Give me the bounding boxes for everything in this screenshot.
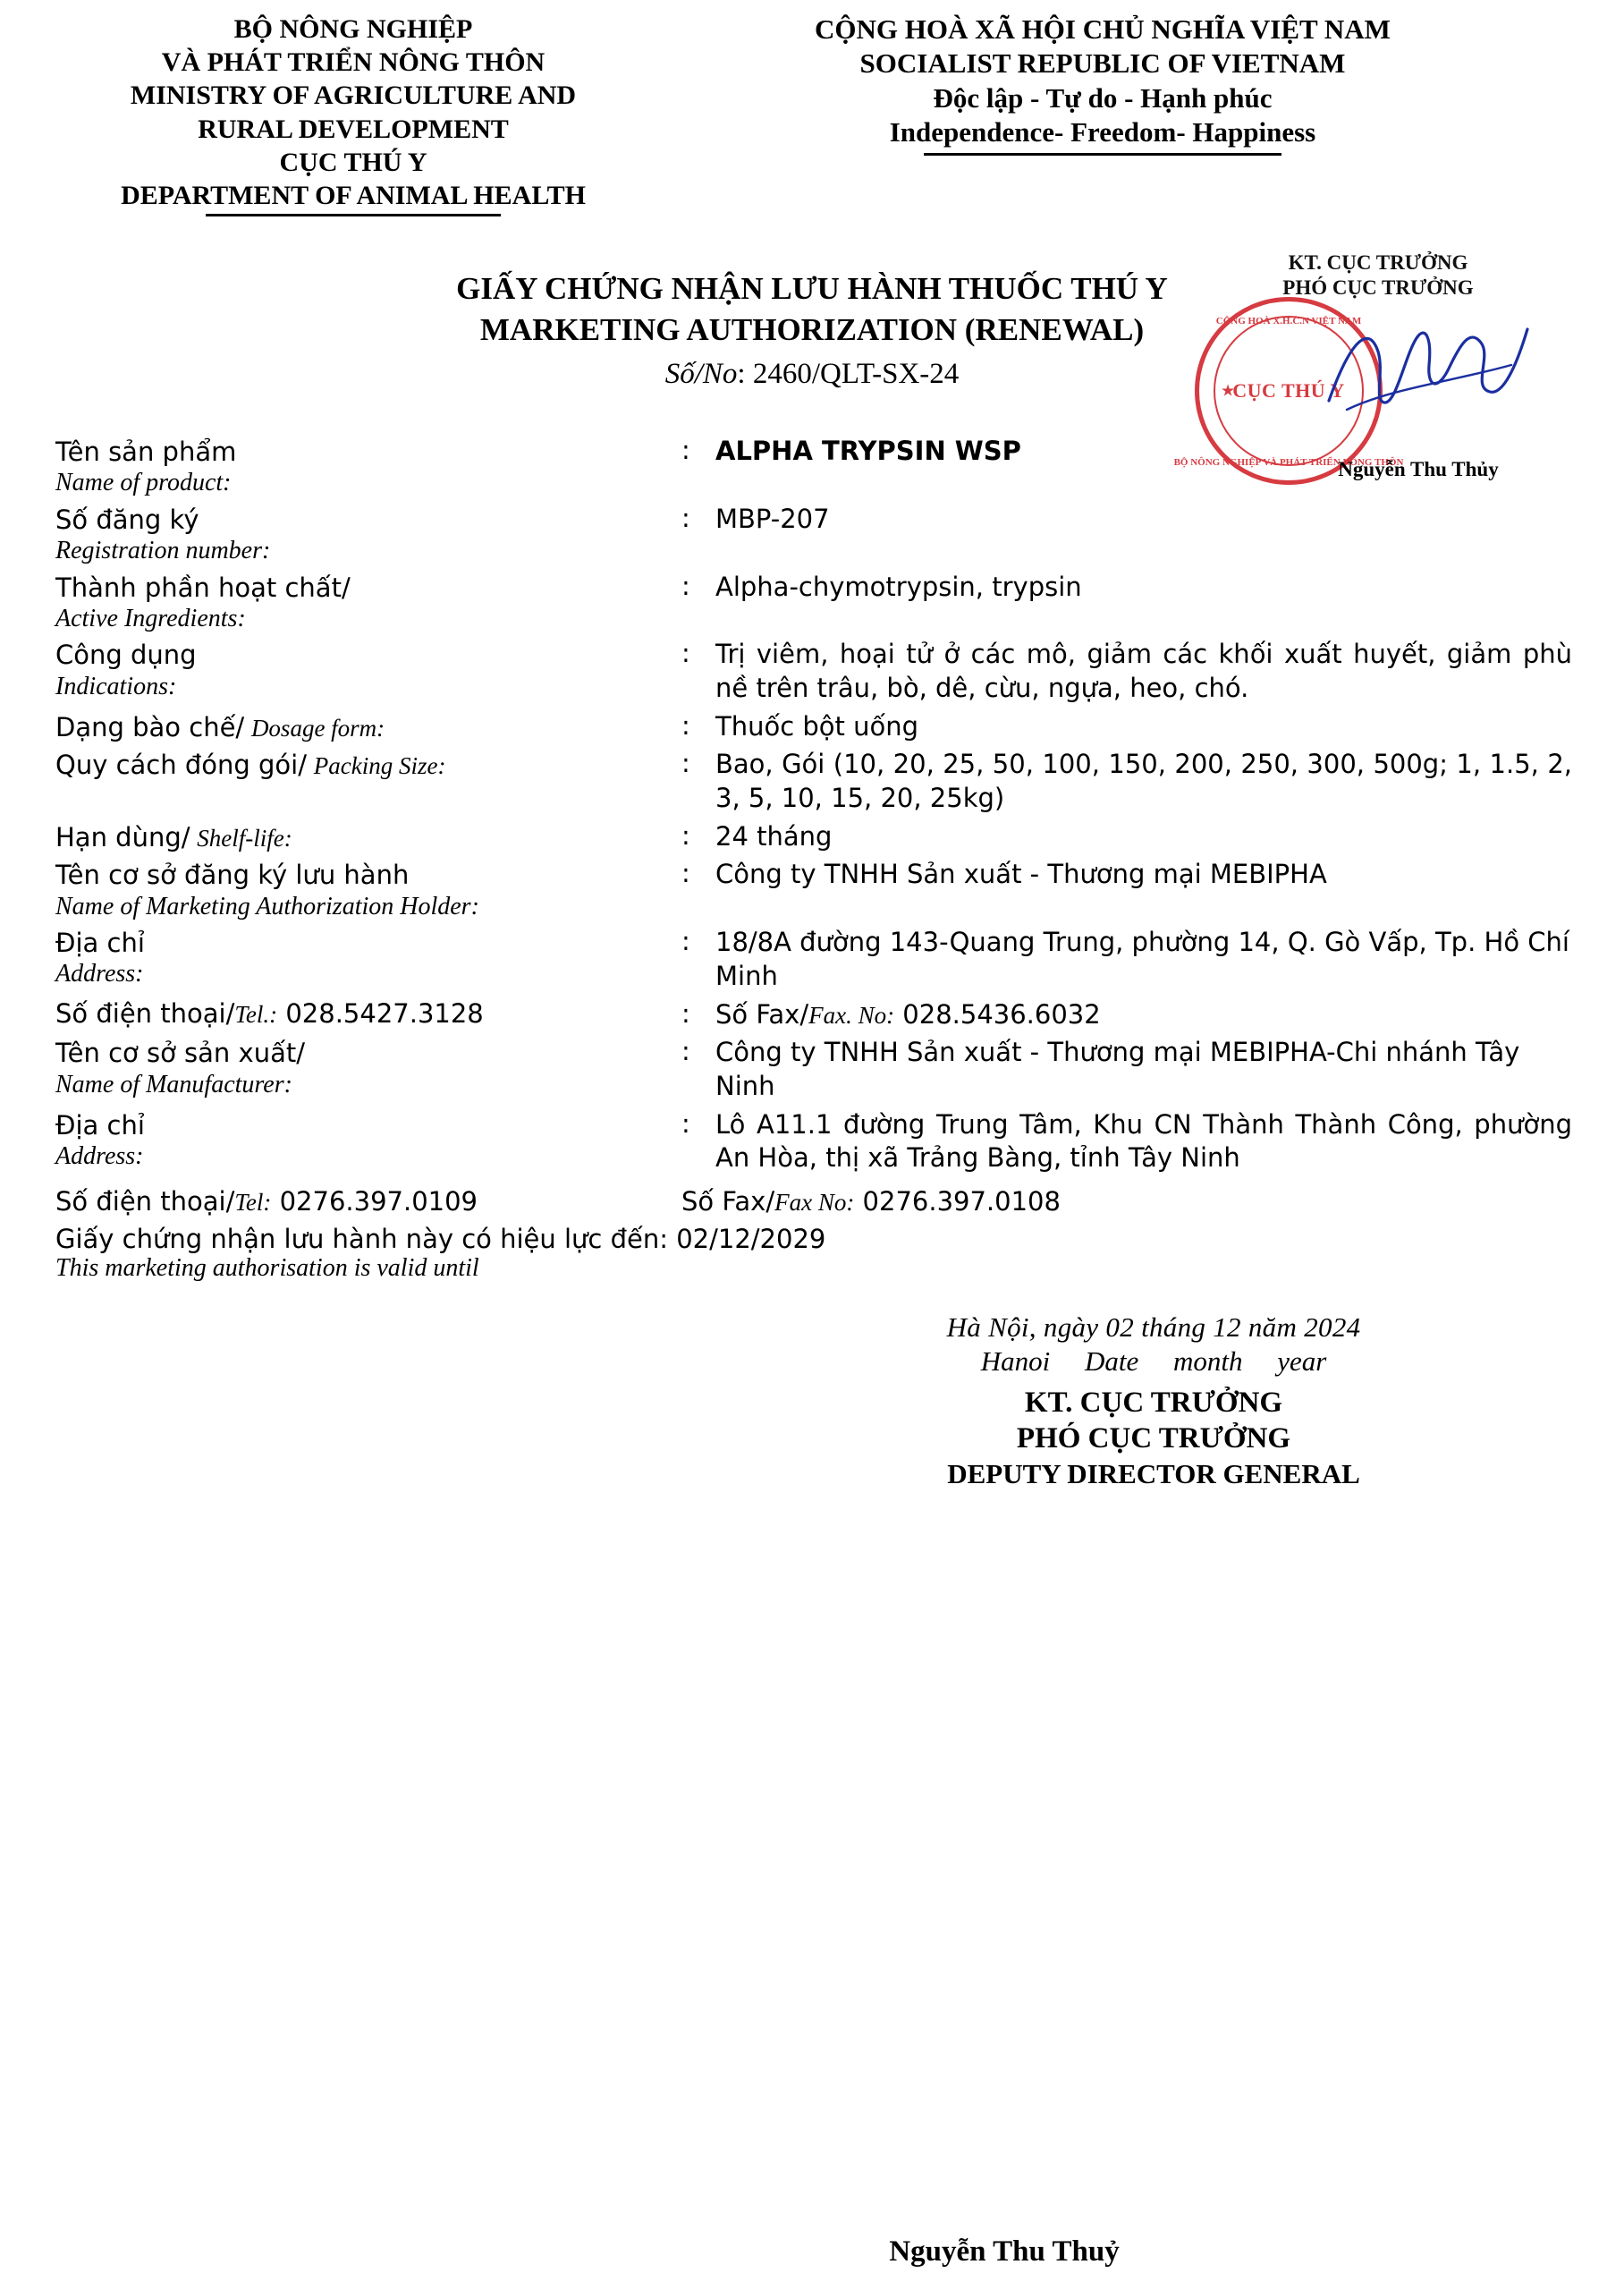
- field-value-registration-number: MBP-207: [715, 503, 830, 534]
- field-label-en: Shelf-life:: [197, 824, 292, 852]
- field-label-en: Active Ingredients:: [55, 604, 246, 632]
- field-colon: :: [681, 570, 690, 601]
- country-line-vn: CỘNG HOÀ XÃ HỘI CHỦ NGHĨA VIỆT NAM: [815, 13, 1391, 45]
- header-right-rule: [924, 153, 1281, 156]
- field-active-ingredients: [55, 571, 1572, 634]
- date-date-en: Date: [1084, 1345, 1139, 1378]
- date-month-en: month: [1172, 1345, 1243, 1378]
- fax-label-vn: Số Fax/: [715, 998, 809, 1030]
- field-colon: :: [681, 709, 690, 741]
- seal-title-line-2: PHÓ CỤC TRƯỞNG: [1282, 276, 1474, 300]
- tel-number: 028.5427.3128: [285, 997, 484, 1029]
- signature-block: [55, 1311, 1572, 1490]
- field-label-en: Name of Manufacturer:: [55, 1070, 292, 1098]
- signer-title-line-3: DEPUTY DIRECTOR GENERAL: [947, 1457, 1360, 1489]
- date-city-en: Hanoi: [980, 1345, 1051, 1378]
- motto-line-vn: Độc lập - Tự do - Hạnh phúc: [933, 81, 1273, 114]
- seal-and-signature: [1173, 250, 1544, 480]
- field-label-vn: Công dụng: [55, 640, 197, 671]
- seal-signer-name: Nguyễn Thu Thủy: [1338, 458, 1499, 480]
- date-line-vn: Hà Nội, ngày 02 tháng 12 năm 2024: [946, 1311, 1361, 1344]
- field-label-vn: Tên sản phẩm: [55, 437, 237, 468]
- field-colon: :: [681, 748, 690, 779]
- seal-ring-bottom-text: BỘ NÔNG NGHIỆP VÀ PHÁT TRIỂN NÔNG THÔN: [1173, 457, 1404, 468]
- fax-label-en: Fax. No:: [808, 1001, 895, 1029]
- field-value-packing-size: Bao, Gói (10, 20, 25, 50, 100, 150, 200, 250, 300, 500g; 1, 1.5, 2, 3, 5, 10, 15, 20, 25kg): [715, 749, 1572, 814]
- field-label-vn: Số đăng ký: [55, 504, 199, 535]
- field-label-vn: Địa chỉ: [55, 928, 145, 959]
- fax2-label-vn: Số Fax/: [681, 1186, 775, 1217]
- field-colon: :: [681, 1036, 690, 1067]
- ministry-block: [0, 13, 689, 216]
- fields-container: [0, 435, 1624, 1490]
- seal-title-line-1: KT. CỤC TRƯỞNG: [1288, 251, 1468, 274]
- field-colon: :: [681, 997, 690, 1029]
- department-line-vn: CỤC THÚ Y: [279, 147, 427, 177]
- field-label-en: Registration number:: [55, 536, 271, 564]
- field-label-vn: Hạn dùng/: [55, 821, 190, 852]
- field-manufacturer-name: [55, 1036, 1572, 1103]
- validity-statement: [55, 1224, 1572, 1283]
- field-colon: :: [681, 1107, 690, 1139]
- final-signer-name: Nguyễn Thu Thuỷ: [889, 2235, 1120, 2268]
- field-manufacturer-address: [55, 1108, 1572, 1175]
- seal-title: [1231, 250, 1526, 301]
- certificate-number: Số/No: 2460/QLT-SX-24: [664, 358, 960, 391]
- tel2-number: 0276.397.0109: [279, 1186, 478, 1217]
- field-value-manufacturer-address: Lô A11.1 đường Trung Tâm, Khu CN Thành Thành Công, phường An Hòa, thị xã Trảng Bàng, tỉnh Tây Ninh: [715, 1108, 1572, 1174]
- signer-title-line-1: KT. CỤC TRƯỞNG: [1024, 1387, 1283, 1420]
- seal-ring-top-text: CỘNG HOÀ X.H.C.N VIỆT NAM: [1215, 316, 1362, 327]
- seal-center-text: CỤC THÚ Y: [1232, 379, 1345, 402]
- signer-title: [735, 1385, 1572, 1490]
- document-header: [0, 0, 1624, 216]
- title-en: MARKETING AUTHORIZATION (RENEWAL): [479, 311, 1145, 347]
- fax-number: 028.5436.6032: [902, 998, 1101, 1030]
- field-colon: :: [681, 638, 690, 669]
- field-shelf-life: [55, 820, 1572, 854]
- field-label-vn: Thành phần hoạt chất/: [55, 572, 351, 603]
- no-label-en: No: [702, 358, 738, 391]
- field-label-en: Address:: [55, 960, 144, 988]
- fax2-label-en: Fax No:: [774, 1189, 855, 1217]
- date-line-en: [735, 1345, 1572, 1378]
- field-indications: [55, 638, 1572, 705]
- validity-en: This marketing authorisation is valid until: [55, 1254, 479, 1283]
- field-mah-name: [55, 858, 1572, 921]
- validity-vn: Giấy chứng nhận lưu hành này có hiệu lực đến: 02/12/2029: [55, 1224, 826, 1255]
- field-mah-address: [55, 926, 1572, 993]
- date-year-en: year: [1277, 1345, 1327, 1378]
- field-value-active-ingredients: Alpha-chymotrypsin, trypsin: [715, 571, 1082, 602]
- field-colon: :: [681, 819, 690, 851]
- seal-star-icon: ★: [1221, 381, 1236, 400]
- field-value-dosage-form: Thuốc bột uống: [715, 710, 919, 742]
- country-line-en: SOCIALIST REPUBLIC OF VIETNAM: [859, 47, 1346, 80]
- title-vn: GIẤY CHỨNG NHẬN LƯU HÀNH THUỐC THÚ Y: [456, 271, 1168, 307]
- official-seal-icon: [1173, 297, 1404, 485]
- no-label-vn: Số: [664, 358, 695, 391]
- field-label-vn: Địa chỉ: [55, 1109, 145, 1141]
- tel-label-vn: Số điện thoại/: [55, 997, 235, 1029]
- field-label-vn: Tên cơ sở sản xuất/: [55, 1038, 305, 1069]
- field-colon: :: [681, 502, 690, 533]
- field-value-indications: Trị viêm, hoại tử ở các mô, giảm các khối xuất huyết, giảm phù nề trên trâu, bò, dê, cừu, ngựa, heo, chó.: [715, 639, 1572, 704]
- ministry-line-3: MINISTRY OF AGRICULTURE AND: [130, 81, 577, 111]
- field-label-vn: Quy cách đóng gói/: [55, 750, 307, 781]
- field-packing-size: [55, 748, 1572, 815]
- field-label-en: Dosage form:: [250, 714, 385, 742]
- field-dosage-form: [55, 710, 1572, 744]
- field-value-manufacturer-name: Công ty TNHH Sản xuất - Thương mại MEBIPHA-Chi nhánh Tây Ninh: [715, 1037, 1520, 1102]
- field-label-en: Indications:: [55, 672, 177, 700]
- field-value-mah-name: Công ty TNHH Sản xuất - Thương mại MEBIPHA: [715, 859, 1327, 890]
- field-value-shelf-life: 24 tháng: [715, 820, 833, 852]
- department-line-en: DEPARTMENT OF ANIMAL HEALTH: [121, 180, 586, 210]
- ministry-line-4: RURAL DEVELOPMENT: [198, 114, 509, 144]
- tel2-label-en: Tel:: [234, 1189, 272, 1217]
- no-value: 2460/QLT-SX-24: [752, 358, 960, 391]
- tel2-label-vn: Số điện thoại/: [55, 1186, 235, 1217]
- field-label-en: Address:: [55, 1141, 144, 1170]
- header-left-rule: [206, 214, 501, 216]
- ministry-line-2: VÀ PHÁT TRIỂN NÔNG THÔN: [161, 47, 546, 78]
- field-colon: :: [681, 858, 690, 889]
- field-label-en: Name of Marketing Authorization Holder:: [55, 892, 479, 920]
- field-value-product-name: ALPHA TRYPSIN WSP: [715, 436, 1021, 467]
- fax2-number: 0276.397.0108: [862, 1186, 1061, 1217]
- field-colon: :: [681, 926, 690, 957]
- ministry-line-1: BỘ NÔNG NGHIỆP: [233, 14, 473, 44]
- field-label-en: Name of product:: [55, 469, 232, 497]
- field-value-mah-address: 18/8A đường 143-Quang Trung, phường 14, Q. Gò Vấp, Tp. Hồ Chí Minh: [715, 927, 1569, 991]
- field-label-vn: Tên cơ sở đăng ký lưu hành: [55, 860, 410, 891]
- field-label-vn: Dạng bào chế/: [55, 711, 245, 742]
- field-registration-number: [55, 503, 1572, 566]
- field-manufacturer-tel-fax: [55, 1186, 1572, 1217]
- tel-label-en: Tel.:: [234, 1000, 278, 1028]
- field-mah-tel-fax: [55, 998, 1572, 1032]
- national-block: [689, 13, 1624, 216]
- signer-title-line-2: PHÓ CỤC TRƯỞNG: [1016, 1422, 1291, 1455]
- field-label-en: Packing Size:: [313, 752, 446, 780]
- field-colon: :: [681, 435, 690, 466]
- motto-line-en: Independence- Freedom- Happiness: [889, 116, 1316, 148]
